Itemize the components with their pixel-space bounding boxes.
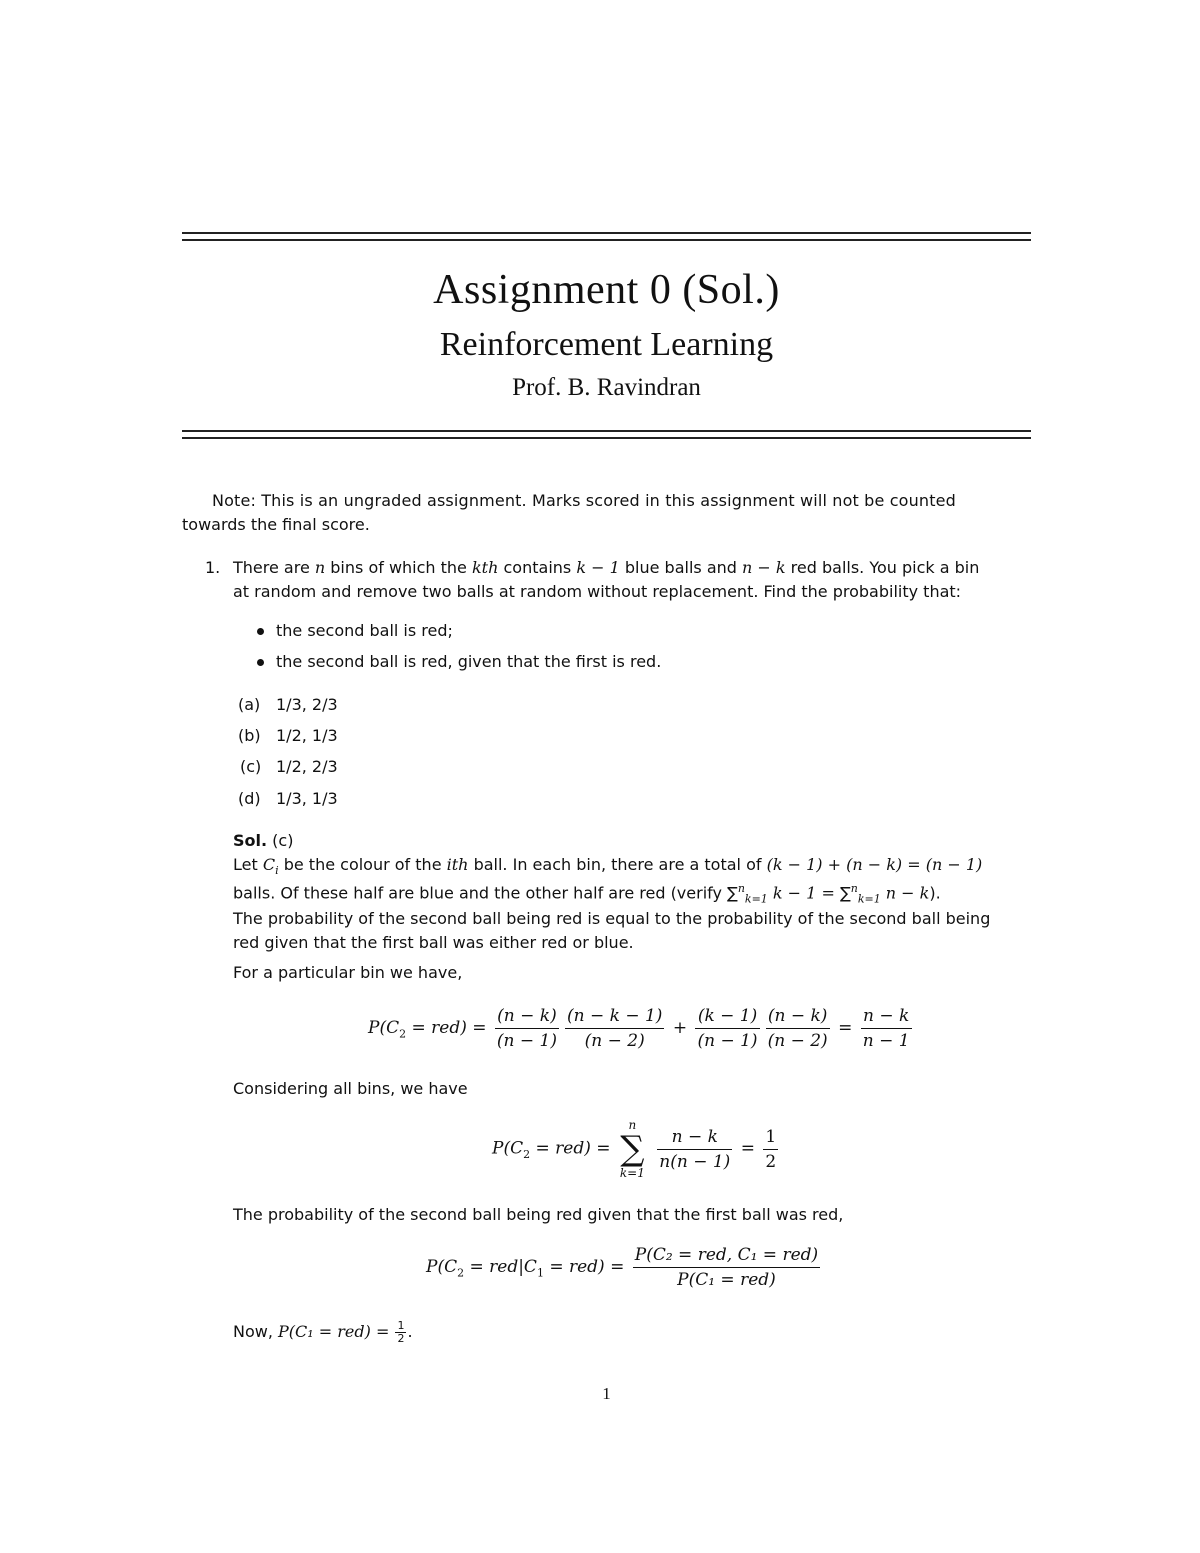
eq1-f1-num: (n − k): [495, 1004, 559, 1029]
q-var-n: n: [314, 558, 326, 577]
eq3-f-num: P(C₂ = red, C₁ = red): [633, 1243, 820, 1268]
eq2-sum-bottom: k=1: [619, 1166, 645, 1180]
sol-sum-2-top: n: [850, 882, 858, 895]
eq2-equals: =: [740, 1138, 755, 1159]
sol-p7-expr: P(C₁ = red) =: [278, 1322, 395, 1341]
note-line-1: Note: This is an ungraded assignment. Marks scored in this assignment will not be counted: [212, 491, 956, 510]
option-c-label: (c): [240, 757, 262, 776]
q-text-d: blue balls and: [619, 558, 742, 577]
q-text-b: bins of which the: [325, 558, 472, 577]
sol-p1-a: Let: [233, 855, 263, 874]
eq2-lhs-end: = red) =: [530, 1138, 611, 1159]
option-d-text: 1/3, 1/3: [276, 789, 338, 808]
q-var-kth: kth: [471, 558, 499, 577]
question-number: 1.: [205, 558, 221, 577]
bullet-dot-2: [257, 659, 264, 666]
eq2-sum-top: n: [628, 1118, 637, 1132]
eq1-f4-num: (n − k): [766, 1004, 830, 1029]
eq2-r-num: 1: [763, 1125, 778, 1150]
bottom-rule-upper: [182, 430, 1031, 432]
equation-2: [492, 1118, 781, 1180]
question-line-2: at random and remove two balls at random without replacement. Find the probability that:: [233, 582, 962, 601]
eq2-result: [763, 1125, 778, 1174]
eq2-frac: [657, 1125, 732, 1174]
option-c-text: 1/2, 2/3: [276, 757, 338, 776]
eq1-frac-1: [495, 1004, 559, 1053]
eq2-lhs: P(C: [492, 1138, 524, 1159]
eq1-lhs: P(C: [368, 1018, 400, 1038]
eq3-lhs-mid: = red|C: [464, 1257, 537, 1277]
eq1-frac-4: [766, 1004, 830, 1053]
sol-p7-end: .: [407, 1322, 413, 1341]
question-line-1: [233, 556, 979, 580]
q-text-a: There are: [233, 558, 315, 577]
bullet-item-1: the second ball is red;: [276, 621, 453, 640]
solution-para-7: [233, 1320, 413, 1345]
sol-var-c-sub: i: [275, 864, 279, 878]
eq1-frac-5: [861, 1004, 912, 1053]
solution-para-6: The probability of the second ball being red given that the first ball was red,: [233, 1205, 844, 1224]
sol-p7-a: Now,: [233, 1322, 279, 1341]
equation-1: [368, 1004, 915, 1053]
eq3-lhs: P(C: [426, 1257, 458, 1277]
eq2-r-den: 2: [765, 1151, 777, 1172]
eq2-summation: [620, 1118, 645, 1180]
sol-p1-expr: (k − 1) + (n − k) = (n − 1): [766, 855, 983, 874]
q-expr-nk: n − k: [742, 558, 786, 577]
equation-3: [426, 1243, 823, 1292]
eq1-f3-den: (n − 1): [697, 1031, 758, 1051]
eq1-plus: +: [672, 1018, 688, 1038]
eq2-f-num: n − k: [657, 1125, 732, 1150]
sol-p2-b: k − 1 =: [767, 883, 840, 903]
sol-var-c: C: [262, 855, 276, 874]
course-title: Reinforcement Learning: [439, 326, 774, 363]
solution-answer: (c): [272, 831, 294, 850]
eq1-lhs-end: = red) =: [406, 1018, 487, 1038]
eq1-f4-den: (n − 2): [767, 1031, 828, 1051]
sol-p2-a: balls. Of these half are blue and the other half are red (verify: [233, 883, 728, 903]
eq3-lhs-sub: 2: [457, 1266, 465, 1280]
option-a-label: (a): [238, 695, 261, 714]
eq1-f2-num: (n − k − 1): [565, 1004, 664, 1029]
note-line-2: towards the final score.: [182, 515, 370, 534]
solution-heading: [233, 829, 293, 853]
eq2-f-den: n(n − 1): [659, 1151, 731, 1172]
eq1-f5-num: n − k: [861, 1004, 912, 1029]
sol-p2-c: n − k: [880, 883, 930, 903]
solution-para-3-line-2: red given that the first ball was either red or blue.: [233, 933, 634, 952]
eq3-lhs-end: = red) =: [543, 1257, 625, 1277]
option-d-label: (d): [238, 789, 261, 808]
eq1-lhs-sub: 2: [399, 1027, 407, 1041]
eq3-frac: [633, 1243, 820, 1292]
sol-sum-2: ∑: [839, 883, 851, 903]
page-number: 1: [602, 1384, 611, 1403]
eq1-f3-num: (k − 1): [695, 1004, 759, 1029]
top-rule-lower: [182, 239, 1031, 241]
sol-p1-c: ball. In each bin, there are a total of: [468, 855, 767, 874]
solution-para-4: For a particular bin we have,: [233, 963, 463, 982]
eq3-lhs-sub2: 1: [536, 1266, 544, 1280]
eq1-f5-den: n − 1: [862, 1031, 910, 1051]
sol-sum-1-top: n: [737, 882, 745, 895]
option-a-text: 1/3, 2/3: [276, 695, 338, 714]
eq1-f2-den: (n − 2): [584, 1031, 645, 1051]
top-rule-upper: [182, 232, 1031, 234]
author-name: Prof. B. Ravindran: [512, 374, 701, 401]
eq1-frac-3: [695, 1004, 759, 1053]
option-b-text: 1/2, 1/3: [276, 726, 338, 745]
eq1-f1-den: (n − 1): [496, 1031, 557, 1051]
sol-p7-num: 1: [397, 1319, 405, 1332]
eq1-frac-2: [565, 1004, 664, 1053]
eq2-sum-symbol: ∑: [620, 1129, 645, 1169]
q-text-c: contains: [498, 558, 577, 577]
sol-p7-den: 2: [397, 1332, 405, 1345]
solution-label: Sol.: [233, 831, 268, 850]
solution-para-3-line-1: The probability of the second ball being red is equal to the probability of the second ball being: [233, 909, 991, 928]
sol-sum-2-bot: k=1: [857, 892, 881, 906]
eq2-lhs-sub: 2: [523, 1147, 531, 1161]
option-b-label: (b): [238, 726, 261, 745]
solution-para-5: Considering all bins, we have: [233, 1079, 468, 1098]
document-title: Assignment 0 (Sol.): [433, 267, 780, 313]
sol-p1-b: be the colour of the: [278, 855, 447, 874]
bottom-rule-lower: [182, 437, 1031, 439]
bullet-dot-1: [257, 628, 264, 635]
q-expr-k1: k − 1: [576, 558, 620, 577]
bullet-item-2: the second ball is red, given that the first is red.: [276, 652, 662, 671]
sol-sum-1-bot: k=1: [744, 892, 768, 906]
sol-sum-1: ∑: [727, 883, 738, 903]
sol-p2-d: ).: [929, 883, 941, 903]
q-text-e: red balls. You pick a bin: [785, 558, 980, 577]
eq3-f-den: P(C₁ = red): [677, 1270, 776, 1290]
eq1-equals: =: [838, 1018, 853, 1038]
sol-p7-frac: [395, 1320, 406, 1345]
sol-var-ith: ith: [446, 855, 469, 874]
